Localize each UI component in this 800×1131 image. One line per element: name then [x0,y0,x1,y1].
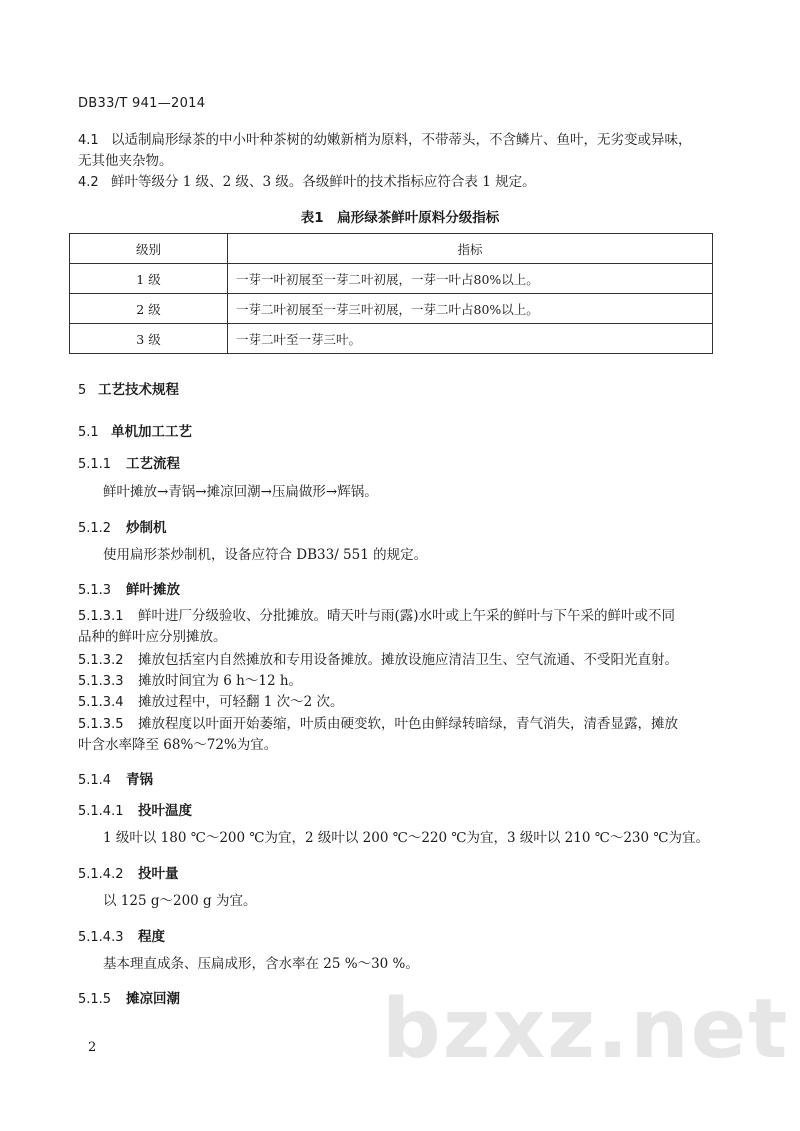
machine-text: 使用扁形茶炒制机，设备应符合 DB33/ 551 的规定。 [103,547,428,563]
table-cell-grade: 1 级 [70,264,228,294]
section-title: 摊凉回潮 [126,991,180,1007]
clause-5-1-3-2 [78,650,728,671]
table-row [70,264,713,294]
section-5-1-heading [78,420,192,440]
section-title: 工艺流程 [126,456,180,472]
clause-number: 5.1.3.2 [78,653,124,668]
clause-text-continued: 无其他夹杂物。 [78,153,173,169]
section-5-1-4-3-heading [78,925,165,945]
leaf-temperature-text: 1 级叶以 180 ℃～200 ℃为宜，2 级叶以 200 ℃～220 ℃为宜，3 级叶以 210 ℃～230 ℃为宜。 [103,830,709,846]
clause-5-1-3-3 [78,671,728,692]
table-caption: 表1 扁形绿茶鲜叶原料分级指标 [300,210,500,226]
clause-number: 5.1.3.5 [78,717,124,732]
section-number: 5.1.4.1 [78,804,124,819]
section-5-1-1-heading [78,452,180,472]
section-title: 工艺技术规程 [98,382,179,398]
clause-text: 摊放包括室内自然摊放和专用设备摊放。摊放设施应清洁卫生、空气流通、不受阳光直射。 [138,652,678,668]
section-number: 5.1.3 [78,583,112,598]
clause-number: 4.2 [78,175,99,190]
standard-code-header: DB33/T 941—2014 [78,96,206,111]
clause-5-1-3-4 [78,692,728,713]
clause-text: 以适制扁形绿茶的中小叶种茶树的幼嫩新梢为原料，不带蒂头，不含鳞片、鱼叶，无劣变或异味， [111,132,692,148]
degree-text: 基本理直成条、压扁成形，含水率在 25 %～30 %。 [103,956,419,972]
process-flow-text: 鲜叶摊放→青锅→摊凉回潮→压扁做形→辉锅。 [103,484,378,500]
clause-4-1 [78,130,728,171]
section-title: 炒制机 [126,520,167,536]
watermark: bzxz.net [382,982,790,1077]
section-title: 程度 [138,929,165,945]
clause-number: 4.1 [78,133,99,148]
clause-4-2 [78,172,728,193]
column-header: 级别 [70,234,228,264]
clause-text-continued: 叶含水率降至 68%～72%为宜。 [78,737,278,753]
section-title: 投叶量 [138,866,179,882]
clause-number: 5.1.3.1 [78,609,124,624]
clause-number: 5.1.3.4 [78,695,124,710]
clause-text: 鲜叶进厂分级验收、分批摊放。晴天叶与雨(露)水叶或上午采的鲜叶与下午采的鲜叶或不同 [138,608,676,624]
section-5-1-4-heading [78,768,153,788]
column-header: 指标 [228,234,713,264]
leaf-amount-text: 以 125 g～200 g 为宜。 [103,893,257,909]
section-number: 5.1.2 [78,521,112,536]
clause-number: 5.1.3.3 [78,674,124,689]
section-number: 5.1.5 [78,992,112,1007]
section-5-1-4-2-heading [78,862,179,882]
section-number: 5.1.4 [78,773,112,788]
table-cell-grade: 3 级 [70,324,228,354]
section-number: 5.1.4.2 [78,867,124,882]
table-row [70,324,713,354]
clause-text: 鲜叶等级分 1 级、2 级、3 级。各级鲜叶的技术指标应符合表 1 规定。 [111,174,536,190]
section-number: 5.1 [78,425,99,440]
table-header-row [70,234,713,264]
section-5-heading [78,378,179,398]
section-number: 5 [78,383,87,398]
page-number: 2 [88,1040,97,1055]
clause-text: 摊放过程中，可轻翻 1 次～2 次。 [138,694,344,710]
table-cell-grade: 2 级 [70,294,228,324]
section-title: 投叶温度 [138,803,192,819]
section-title: 鲜叶摊放 [126,582,180,598]
section-5-1-3-heading [78,578,180,598]
table-row [70,294,713,324]
table-cell-indicator: 一芽一叶初展至一芽二叶初展，一芽一叶占80%以上。 [228,264,713,294]
clause-5-1-3-5 [78,714,728,755]
section-title: 青锅 [126,772,153,788]
section-number: 5.1.4.3 [78,930,124,945]
section-number: 5.1.1 [78,457,112,472]
section-5-1-4-1-heading [78,799,192,819]
clause-text-continued: 品种的鲜叶应分别摊放。 [78,629,227,645]
section-5-1-5-heading [78,987,180,1007]
table-cell-indicator: 一芽二叶至一芽三叶。 [228,324,713,354]
clause-5-1-3-1 [78,606,728,647]
clause-text: 摊放时间宜为 6 h～12 h。 [138,673,303,689]
section-5-1-2-heading [78,516,167,536]
table-cell-indicator: 一芽二叶初展至一芽三叶初展，一芽二叶占80%以上。 [228,294,713,324]
clause-text: 摊放程度以叶面开始萎缩，叶质由硬变软，叶色由鲜绿转暗绿，青气消失，清香显露，摊放 [138,716,678,732]
grade-table [69,233,713,354]
section-title: 单机加工工艺 [111,424,192,440]
